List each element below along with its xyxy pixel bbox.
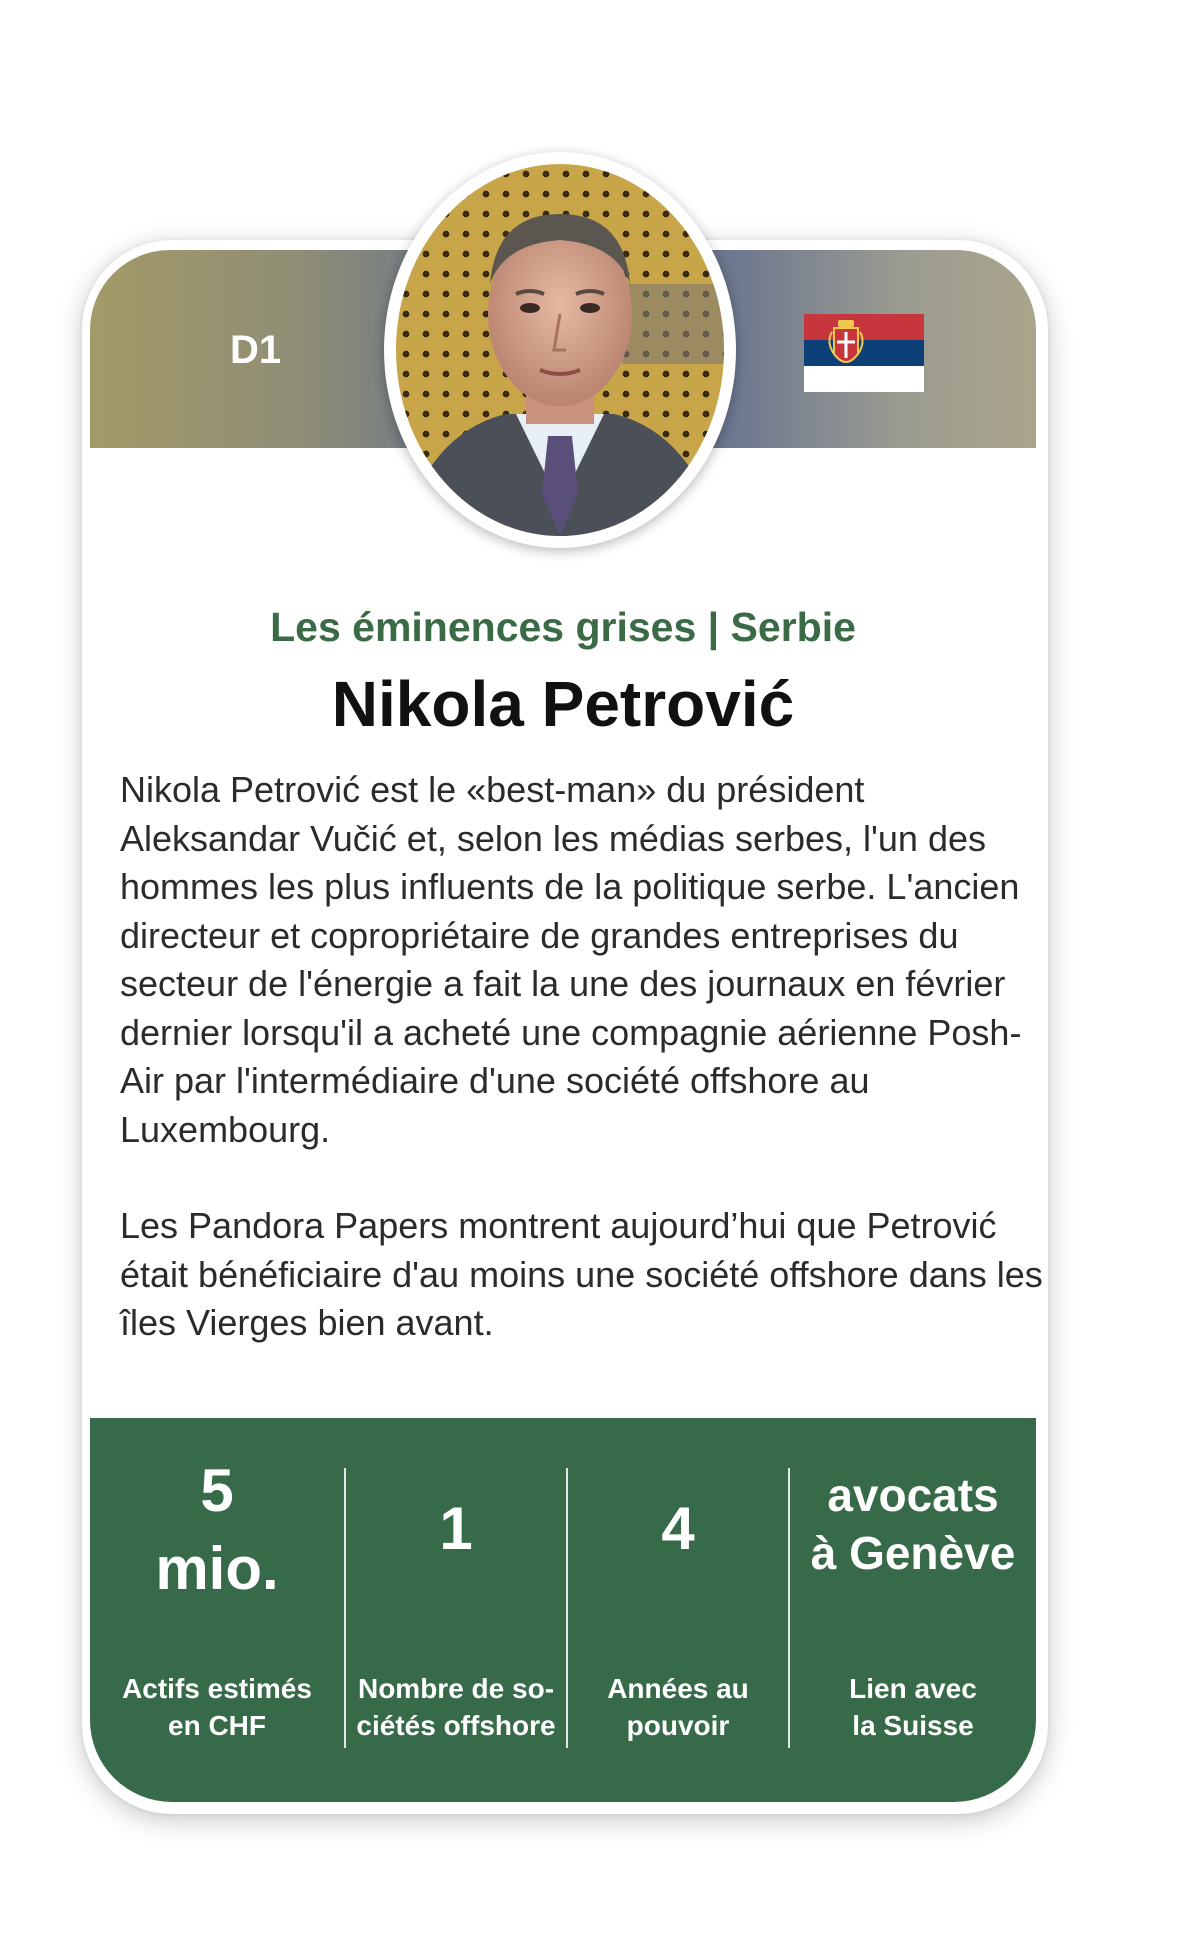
section-subtitle: Les éminences grises | Serbie xyxy=(270,604,856,650)
stat-label-line: en CHF xyxy=(168,1710,266,1741)
description-paragraph: Nikola Petrović est le «best-man» du président Aleksandar Vučić et, selon les médias serbes, l'un des hommes les plus influents de la politique serbe. L'ancien directeur et copropriétaire de grandes entreprises du secteur de l'énergie a fait la une des journaux en février dernier lorsqu'il a acheté une compagnie aérienne Posh-Air par l'intermédiaire d'une société offshore au Luxembourg. xyxy=(120,769,1022,1150)
stats-panel xyxy=(90,1418,1036,1802)
stat-label-line: pouvoir xyxy=(626,1710,730,1741)
stat-value: à Genève xyxy=(810,1527,1016,1579)
description xyxy=(120,766,1050,1348)
stat-assets xyxy=(90,1418,344,1802)
serbia-flag-icon xyxy=(804,314,924,392)
stat-label-line: Actifs estimés xyxy=(122,1673,312,1704)
stat-label xyxy=(568,1670,788,1744)
stat-label xyxy=(90,1670,344,1744)
stat-offshore-companies xyxy=(346,1418,566,1802)
stat-label-line: Lien avec xyxy=(849,1673,977,1704)
stat-value: 5 xyxy=(200,1457,234,1524)
card-code: D1 xyxy=(230,328,282,372)
stat-years-in-power xyxy=(568,1418,788,1802)
stat-label-line: la Suisse xyxy=(852,1710,974,1741)
stat-value: mio. xyxy=(155,1535,279,1602)
stat-label xyxy=(346,1670,566,1744)
person-name: Nikola Petrović xyxy=(331,668,795,740)
stat-label-line: ciétés offshore xyxy=(356,1710,556,1741)
stat-label xyxy=(790,1670,1036,1744)
stat-value: 1 xyxy=(439,1495,473,1562)
description-paragraph: Les Pandora Papers montrent aujourd’hui que Petrović était bénéficiaire d'au moins une société offshore dans les îles Vierges bien avant. xyxy=(120,1205,1043,1343)
stat-label-line: Années au xyxy=(607,1673,749,1704)
portrait-photo xyxy=(396,164,724,536)
stat-value: avocats xyxy=(827,1469,999,1521)
stat-value: 4 xyxy=(661,1495,695,1562)
stat-swiss-link xyxy=(790,1418,1036,1802)
stat-label-line: Nombre de so- xyxy=(357,1673,555,1704)
